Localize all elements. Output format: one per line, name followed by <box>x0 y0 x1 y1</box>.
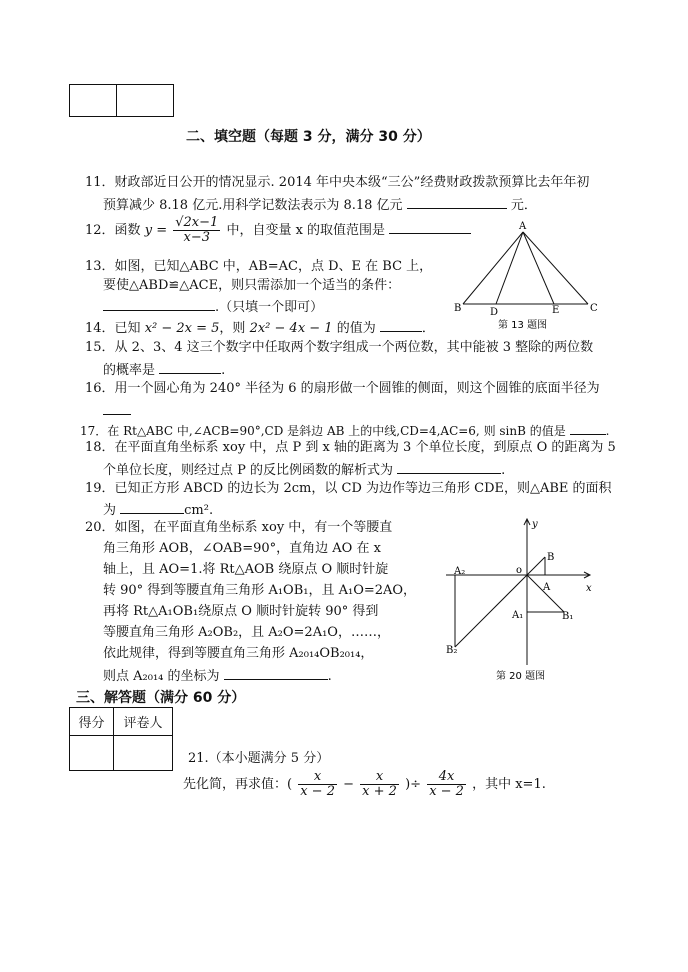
q20-line5: 再将 Rt△A₁OB₁绕原点 O 顺时针旋转 90° 得到 <box>103 604 379 619</box>
q21-f1-den: x − 2 <box>300 784 335 799</box>
q12-fraction <box>173 216 220 245</box>
q18-end: . <box>501 463 506 478</box>
q21-f2-den: x + 2 <box>362 784 397 799</box>
q15-line2 <box>103 360 225 379</box>
q19-text: 为 <box>103 503 117 518</box>
q21-minus: − <box>343 777 355 792</box>
q19-line1: 19．已知正方形 ABCD 的边长为 2cm，以 CD 为边作等边三角形 CDE，则△ABE 的面积 <box>85 481 612 496</box>
q16-line2 <box>103 401 131 420</box>
q19-answer-blank[interactable] <box>120 500 184 514</box>
q20-line2: 角三角形 AOB，∠OAB=90°，直角边 AO 在 x <box>103 541 381 556</box>
q21-heading: 21.（本小题满分 5 分） <box>188 751 330 766</box>
q13-line3 <box>103 297 323 316</box>
fig20-caption: 第 20 题图 <box>496 671 546 682</box>
top-score-box <box>69 84 174 117</box>
q21-f3-num: 4x <box>427 770 466 785</box>
q14-e: 的值为 <box>336 321 376 336</box>
q13-line2: 要使△ABD≌△ACE，则只需添加一个适当的条件： <box>103 278 401 293</box>
q12-eq: = <box>156 223 168 238</box>
fig20-label-A2: A₂ <box>454 566 466 577</box>
q20-answer-blank[interactable] <box>224 666 328 680</box>
q20-line4: 转 90° 得到等腰直角三角形 A₁OB₁，且 A₁O=2AO， <box>103 583 417 598</box>
q14-line <box>85 318 435 337</box>
fig20-label-B2: B₂ <box>446 645 458 656</box>
fig20-label-B1: B₁ <box>562 611 574 622</box>
q11-line2 <box>103 195 537 214</box>
q21-f3-den: x − 2 <box>429 784 464 799</box>
fig13-caption: 第 13 题图 <box>498 320 548 331</box>
section3-title: 三、解答题（满分 60 分） <box>76 690 246 706</box>
fig20-label-x: x <box>586 583 592 594</box>
q20-line8 <box>103 666 332 685</box>
q12-line <box>85 216 471 245</box>
q15-end: . <box>221 363 226 378</box>
q17-text: 17．在 Rt△ABC 中,∠ACB=90°,CD 是斜边 AB 上的中线,CD=4,AC=6, 则 sinB 的值是 <box>80 424 566 438</box>
fig20-label-o: o <box>516 565 523 576</box>
q11-unit: 元． <box>510 198 537 213</box>
q21-divide: )÷ <box>405 777 422 792</box>
q21-suffix: ，其中 x=1. <box>472 777 546 792</box>
q20-line6: 等腰直角三角形 A₂OB₂，且 A₂O=2A₁O，……， <box>103 625 390 640</box>
q11-answer-blank[interactable] <box>407 195 507 209</box>
fig20-label-y: y <box>532 519 538 530</box>
q15-text: 的概率是 <box>103 363 156 378</box>
grader-cell[interactable] <box>114 736 173 771</box>
q20-end: . <box>327 669 332 684</box>
q21-prefix: 先化简，再求值：( <box>183 777 293 792</box>
q14-f: ． <box>421 321 435 336</box>
q21-f1-num: x <box>298 770 337 785</box>
q17-line <box>80 421 609 439</box>
score-cell[interactable] <box>70 736 114 771</box>
q21-fraction-3 <box>427 770 466 799</box>
q20-line7: 依此规律，得到等腰直角三角形 A₂₀₁₄OB₂₀₁₄， <box>103 646 374 661</box>
q19-unit: cm². <box>184 503 214 518</box>
q20-text: 则点 A₂₀₁₄ 的坐标为 <box>103 669 220 684</box>
q20-line1: 20．如图，在平面直角坐标系 xoy 中，有一个等腰直 <box>85 520 393 535</box>
q11-text: 预算减少 8.18 亿元.用科学记数法表示为 8.18 亿元 <box>103 198 403 213</box>
fig13-label-C: C <box>590 303 598 314</box>
q15-line1: 15．从 2、3、4 这三个数字中任取两个数字组成一个两位数，其中能被 3 整除的两位数 <box>85 340 594 355</box>
q21-f2-num: x <box>360 770 399 785</box>
q16-answer-blank[interactable] <box>103 401 131 415</box>
figure-13 <box>448 220 608 332</box>
q11-line1: 11．财政部近日公开的情况显示. 2014 年中央本级“三公”经费财政拨款预算比去年年初 <box>85 175 590 190</box>
top-score-cell-1 <box>70 85 117 117</box>
q15-answer-blank[interactable] <box>159 360 221 374</box>
fig20-label-A1: A₁ <box>512 610 524 621</box>
q21-expression <box>183 770 546 799</box>
fig13-label-D: D <box>490 307 499 318</box>
q14-answer-blank[interactable] <box>380 318 422 332</box>
q21-fraction-1 <box>298 770 337 799</box>
q12-suffix: 中，自变量 x 的取值范围是 <box>226 223 386 238</box>
q14-equation: x² − 2x = 5 <box>144 321 220 336</box>
q18-text: 个单位长度，则经过点 P 的反比例函数的解析式为 <box>103 463 394 478</box>
q18-line2 <box>103 460 505 479</box>
q21-fraction-2 <box>360 770 399 799</box>
fig13-label-E: E <box>552 305 560 316</box>
score-header: 得分 <box>70 708 114 736</box>
top-score-cell-2 <box>117 85 174 117</box>
q14-expression: 2x² − 4x − 1 <box>249 321 333 336</box>
q18-line1: 18．在平面直角坐标系 xoy 中，点 P 到 x 轴的距离为 3 个单位长度，到原点 O 的距离为 5 <box>85 440 616 455</box>
q18-answer-blank[interactable] <box>397 460 501 474</box>
q14-c: ，则 <box>219 321 246 336</box>
q13-answer-blank[interactable] <box>103 297 215 311</box>
q17-end: . <box>605 424 610 438</box>
q12-y: y <box>144 223 153 238</box>
grader-header: 评卷人 <box>114 708 173 736</box>
q16-line1: 16．用一个圆心角为 240° 半径为 6 的扇形做一个圆锥的侧面，则这个圆锥的底面半径为 <box>85 381 600 396</box>
figure-20 <box>440 515 600 685</box>
score-table <box>69 707 173 771</box>
q12-denominator: x−3 <box>183 230 211 245</box>
fig20-label-A: A <box>543 582 551 593</box>
q12-numerator: √2x−1 <box>175 215 219 230</box>
section2-title: 二、填空题（每题 3 分，满分 30 分） <box>186 129 431 145</box>
fig20-label-B: B <box>547 552 555 563</box>
q12-prefix: 12．函数 <box>85 223 141 238</box>
q20-line3: 轴上，且 AO=1.将 Rt△AOB 绕原点 O 顺时针旋 <box>103 562 389 577</box>
fig13-label-A: A <box>519 221 527 232</box>
q13-note: .（只填一个即可） <box>215 300 324 315</box>
fig13-label-B: B <box>454 303 462 314</box>
q14-a: 14．已知 <box>85 321 141 336</box>
q19-line2 <box>103 500 213 519</box>
q17-answer-blank[interactable] <box>570 421 606 435</box>
q13-line1: 13．如图，已知△ABC 中，AB=AC，点 D、E 在 BC 上， <box>85 259 433 274</box>
